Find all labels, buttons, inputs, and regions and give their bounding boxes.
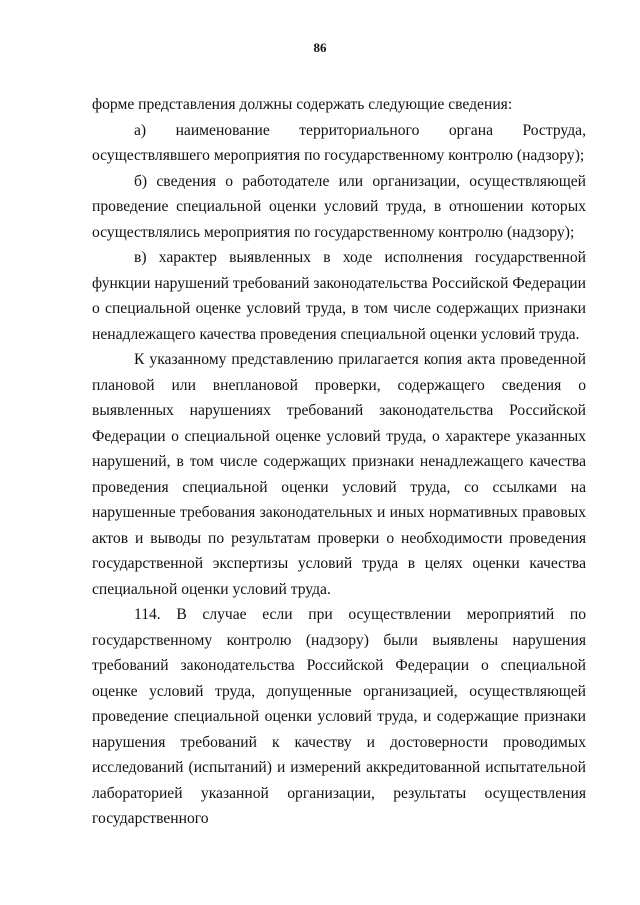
- paragraph-attachment: К указанному представлению прилагается копия акта проведенной плановой или внеплановой проверки, содержащего сведения о выявленных нарушениях требований законодательства Российской Федерации о специальной оценке условий труда, о характере указанных нарушений, в том числе содержащих признаки ненадлежащего качества проведения специальной оценки условий труда, со ссылками на нарушенные требования законодательных и иных нормативных правовых актов и выводы по результатам проверки о необходимости проведения государственной экспертизы условий труда в целях оценки качества специальной оценки условий труда.: [92, 351, 586, 598]
- page-body: [92, 92, 586, 832]
- paragraph-item-v: в) характер выявленных в ходе исполнения государственной функции нарушений требований законодательства Российской Федерации о специальной оценке условий труда, в том числе содержащих признаки ненадлежащего качества проведения специальной оценки условий труда.: [92, 249, 586, 343]
- paragraph-clause-114: 114. В случае если при осуществлении мероприятий по государственному контролю (надзору) были выявлены нарушения требований законодательства Российской Федерации о специальной оценке условий труда, допущенные организацией, осуществляющей проведение специальной оценки условий труда, и содержащие признаки нарушения требований к качеству и достоверности проводимых исследований (испытаний) и измерений аккредитованной испытательной лабораторией указанной организации, результаты осуществления государственного: [92, 606, 586, 827]
- paragraph-continuation: форме представления должны содержать следующие сведения:: [92, 96, 513, 113]
- paragraph-item-b: б) сведения о работодателе или организации, осуществляющей проведение специальной оценки условий труда, в отношении которых осуществлялись мероприятия по государственному контролю (надзору);: [92, 172, 586, 241]
- paragraph-item-a: а) наименование территориального органа Роструда, осуществлявшего мероприятия по государственному контролю (надзору);: [92, 121, 586, 164]
- page-number: 86: [313, 40, 327, 55]
